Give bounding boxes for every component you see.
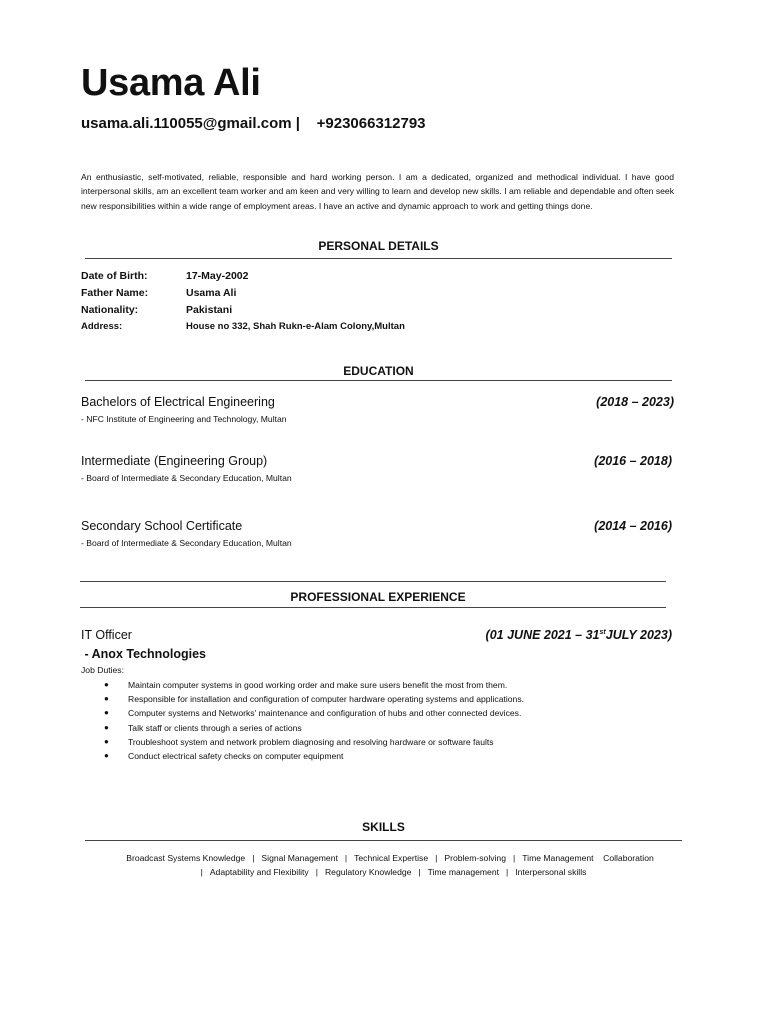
- education-institute: - Board of Intermediate & Secondary Education, Multan: [81, 473, 292, 483]
- list-item: ● Talk staff or clients through a series of actions: [128, 721, 688, 735]
- value-nationality: Pakistani: [186, 304, 233, 316]
- list-item: ● Conduct electrical safety checks on computer equipment: [128, 749, 688, 763]
- skill-item: Interpersonal skills: [515, 867, 587, 877]
- skill-item: Signal Management: [261, 853, 338, 863]
- contact-line: [81, 115, 426, 132]
- skill-separator: |: [513, 853, 516, 863]
- bullet-icon: ●: [104, 694, 109, 704]
- label-nationality: Nationality:: [81, 304, 139, 316]
- bullet-icon: ●: [104, 722, 109, 732]
- section-divider: [85, 380, 672, 381]
- skill-separator: |: [418, 867, 421, 877]
- section-divider: [80, 607, 666, 608]
- skill-item: Problem-solving: [444, 853, 506, 863]
- skill-separator: |: [200, 867, 203, 877]
- education-years: (2014 – 2016): [594, 519, 672, 533]
- bullet-icon: ●: [104, 708, 109, 718]
- section-divider: [85, 258, 672, 259]
- label-father-name: Father Name:: [81, 287, 149, 299]
- skill-item: Broadcast Systems Knowledge: [126, 853, 246, 863]
- skill-separator: |: [315, 867, 318, 877]
- section-title-skills: SKILLS: [362, 820, 405, 834]
- bullet-icon: ●: [104, 680, 109, 689]
- phone[interactable]: +923066312793: [316, 115, 426, 132]
- candidate-name: Usama Ali: [81, 62, 261, 104]
- bullet-icon: ●: [104, 736, 109, 746]
- value-date-of-birth: 17-May-2002: [186, 270, 249, 282]
- section-divider: [85, 840, 682, 841]
- label-date-of-birth: Date of Birth:: [81, 270, 148, 282]
- job-title: IT Officer: [81, 628, 132, 642]
- skill-item: Regulatory Knowledge: [324, 867, 412, 877]
- section-title-personal-details: PERSONAL DETAILS: [318, 239, 439, 253]
- list-item: ● Responsible for installation and configuration of computer hardware operating systems and applications.: [128, 692, 688, 706]
- list-item: ● Computer systems and Networks' maintenance and configuration of hubs and other connected devices.: [128, 706, 688, 720]
- contact-separator: |: [295, 115, 300, 132]
- education-degree: Secondary School Certificate: [81, 519, 243, 533]
- bullet-icon: ●: [104, 751, 109, 761]
- skill-item: Time management: [427, 867, 499, 877]
- email[interactable]: usama.ali.110055@gmail.com: [81, 115, 292, 132]
- job-dates-start: (01 JUNE 2021 – 31: [485, 628, 600, 642]
- education-degree: Bachelors of Electrical Engineering: [81, 395, 275, 409]
- skill-item: Adaptability and Flexibility: [209, 867, 309, 877]
- profile-summary: An enthusiastic, self-motivated, reliable, responsible and hard working person. I am a dedicated, organized and methodical individual. I have good interpersonal skills, am an excellent team worker and am keen and very willing to learn and develop new skills. I am reliable and dependable and often seek new responsibilities within a wide range of employment areas. I have an active and dynamic approach to work and getting things done.: [81, 172, 674, 211]
- skill-separator: |: [435, 853, 438, 863]
- label-address: Address:: [81, 321, 123, 332]
- job-dates-ordinal: st: [599, 628, 606, 636]
- skill-separator: |: [252, 853, 255, 863]
- education-years: (2016 – 2018): [594, 454, 672, 468]
- education-institute: - NFC Institute of Engineering and Technology, Multan: [81, 414, 287, 424]
- list-item: ● Maintain computer systems in good working order and make sure users benefit the most from them.: [128, 678, 688, 692]
- job-dates: [372, 628, 672, 642]
- job-duties-list: [104, 678, 688, 763]
- section-title-education: EDUCATION: [343, 364, 414, 378]
- skill-separator: |: [506, 867, 509, 877]
- value-address: House no 332, Shah Rukn-e-Alam Colony,Multan: [186, 321, 405, 332]
- skill-item: Collaboration: [603, 853, 654, 863]
- education-degree: Intermediate (Engineering Group): [81, 454, 268, 468]
- skill-separator: |: [344, 853, 348, 863]
- job-duties-label: Job Duties:: [81, 665, 124, 675]
- job-dates-end: JULY 2023): [605, 628, 672, 642]
- list-item: ● Troubleshoot system and network problem diagnosing and resolving hardware or software faults: [128, 735, 688, 749]
- skill-item: Time Management: [522, 853, 594, 863]
- education-years: (2018 – 2023): [596, 395, 674, 409]
- section-title-professional-experience: PROFESSIONAL EXPERIENCE: [290, 590, 466, 604]
- skill-item: Technical Expertise: [354, 853, 429, 863]
- section-divider-top: [80, 581, 666, 582]
- skills-list: [85, 851, 695, 879]
- value-father-name: Usama Ali: [186, 287, 237, 299]
- education-institute: - Board of Intermediate & Secondary Education, Multan: [81, 538, 292, 548]
- company-name: - Anox Technologies: [81, 647, 207, 661]
